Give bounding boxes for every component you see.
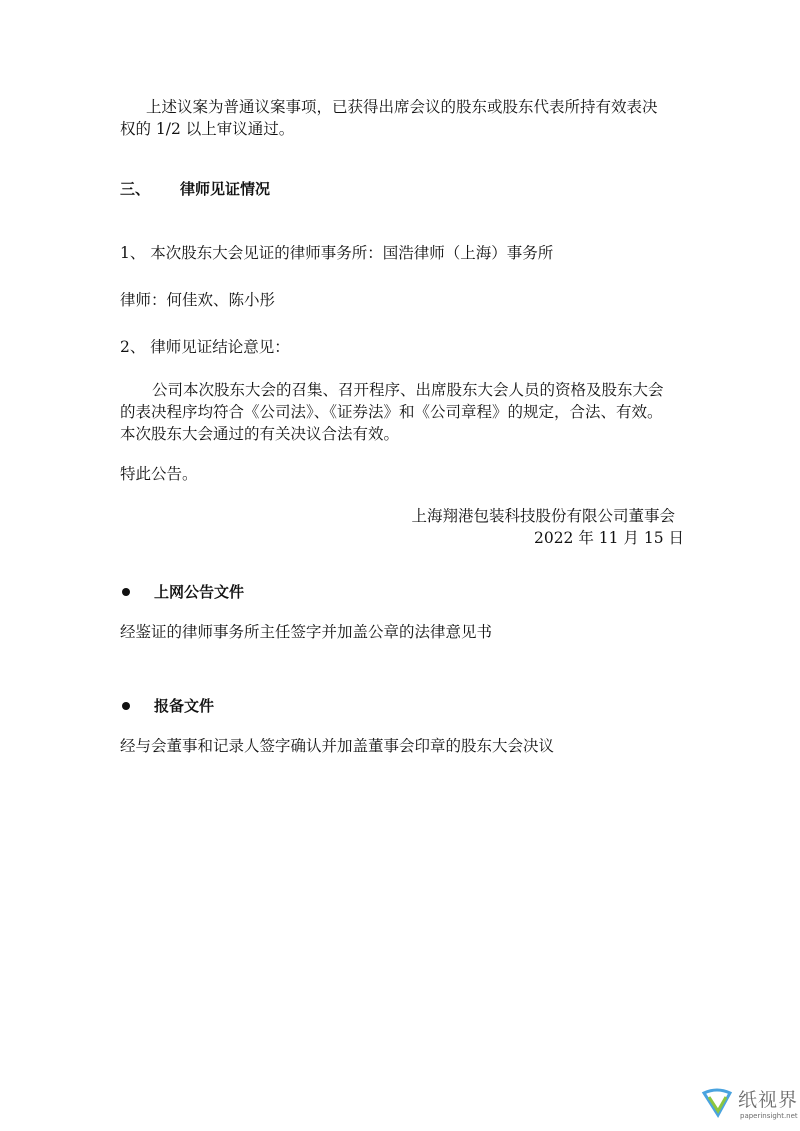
watermark-url: paperinsight.net — [740, 1112, 798, 1120]
section-3-title: 律师见证情况 — [180, 180, 271, 198]
item-2-conclusion: 2、 律师见证结论意见： — [120, 338, 290, 356]
section-3-number: 三、 — [120, 180, 151, 198]
signature-company: 上海翔港包装科技股份有限公司董事会 — [411, 507, 675, 525]
filing-docs-content: 经与会董事和记录人签字确认并加盖董事会印章的股东大会决议 — [120, 737, 555, 755]
watermark-brand: 纸视界 — [738, 1089, 799, 1111]
online-docs-content: 经鉴证的律师事务所主任签字并加盖公章的法律意见书 — [120, 623, 493, 641]
item-1-law-firm: 1、 本次股东大会见证的律师事务所：国浩律师（上海）事务所 — [120, 244, 554, 262]
logo-icon — [700, 1085, 734, 1119]
announcement: 特此公告。 — [120, 465, 198, 483]
filing-docs-title: 报备文件 — [154, 697, 215, 715]
bullet-icon — [122, 702, 130, 710]
watermark — [700, 1083, 799, 1127]
opinion-line-2: 的表决程序均符合《公司法》、《证券法》和《公司章程》的规定，合法、有效。 — [120, 403, 663, 421]
resolution-line-1: 上述议案为普通议案事项，已获得出席会议的股东或股东代表所持有效表决 — [146, 98, 658, 116]
signature-date: 2022 年 11 月 15 日 — [533, 529, 684, 547]
opinion-line-1: 公司本次股东大会的召集、召开程序、出席股东大会人员的资格及股东大会 — [152, 381, 664, 399]
online-docs-title: 上网公告文件 — [154, 583, 245, 601]
bullet-icon — [122, 588, 130, 596]
lawyers-names: 律师：何佳欢、陈小彤 — [120, 291, 276, 309]
resolution-line-2: 权的 1/2 以上审议通过。 — [120, 120, 295, 138]
opinion-line-3: 本次股东大会通过的有关决议合法有效。 — [120, 425, 400, 443]
